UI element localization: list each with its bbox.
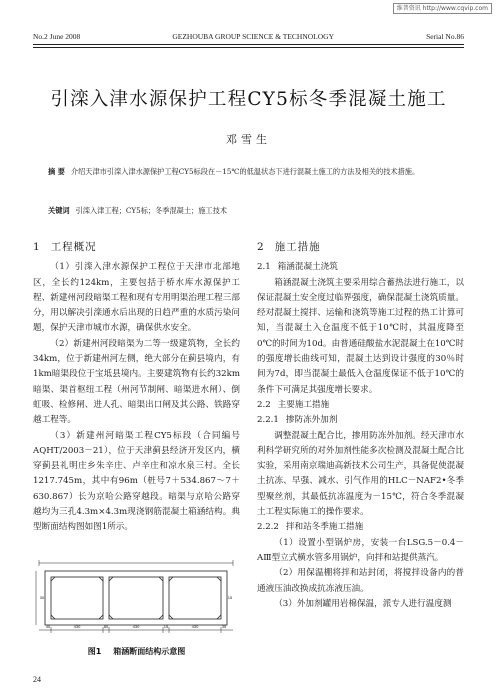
section-heading	[33, 240, 240, 255]
paragraph: （2）用保温棚将拌和站封闭，将搅拌设备内的普通液压油改换成抗冻液压油。	[257, 568, 464, 594]
dimension-label: 15	[163, 624, 169, 629]
article-author: 邓雪生	[226, 133, 271, 146]
figure-caption	[33, 646, 240, 657]
keywords-text: 引滦入津工程；CY5标；冬季混凝土；施工技术	[75, 206, 227, 215]
subsection-title: 箱涵混凝土浇筑	[277, 262, 338, 273]
subsection-heading	[257, 520, 464, 535]
header-rule-thin	[33, 47, 464, 48]
right-column	[257, 240, 464, 612]
subsection-number: 2.2.2	[257, 522, 279, 533]
article-title: 引滦入津水源保护工程CY5标冬季混凝土施工	[50, 89, 447, 110]
figure-number: 图1	[87, 647, 102, 656]
serial-label: Serial No.86	[426, 32, 464, 41]
paragraph: （3）外加剂罐用岩棉保温，派专人进行温度测	[274, 598, 452, 609]
dimension-label: 40	[45, 624, 51, 629]
subsection-number: 2.2.1	[257, 415, 279, 426]
dimension-label: 430	[191, 624, 199, 629]
section-number: 2	[257, 241, 265, 253]
subsection-title: 掺防冻外加剂	[285, 415, 338, 426]
section-heading	[257, 240, 464, 255]
section-title: 施工措施	[274, 241, 321, 253]
paragraph: （2）新建州河段暗渠为二等一级建筑物，全长约34km，位于新建州河左侧，绝大部分在蓟县境内，有1km暗渠段位于宝坻县境内。主要建筑物有长约32km暗渠、渠首枢纽工程（州河节制闸、暗渠进水闸）、倒虹吸、检修闸、进人孔、暗渠出口闸及其公路、铁路穿越工程等。	[33, 338, 240, 426]
box-culvert-figure	[33, 557, 240, 635]
subsection-heading	[257, 260, 464, 275]
left-column	[33, 240, 240, 536]
dimension-label: 15	[227, 595, 233, 600]
running-header	[33, 32, 464, 41]
watermark: 维普资讯 http://www.cqvip.com	[393, 3, 492, 14]
subsection-heading	[257, 413, 464, 428]
section-title: 工程概况	[50, 241, 97, 253]
subsection-title: 主要施工措施	[277, 399, 330, 410]
dimension-label: 30	[39, 595, 45, 600]
paragraph: （1）引滦入津水源保护工程位于天津市北部地区，全长约124km，主要包括于桥水库水源保护工程、新建州河段暗渠工程和现有专用明渠治理工程三部分，用以解决引滦通水后出现的日趋严重的水质污染问题，保护天津市城市水源，确保供水安全。	[33, 262, 240, 334]
figure-caption-text: 箱涵断面结构示意图	[113, 647, 186, 656]
dimension-label: 35	[221, 624, 227, 629]
subsection-number: 2.1	[257, 262, 271, 273]
subsection-title: 拌和站冬季施工措施	[285, 522, 364, 533]
keywords-label: 关键词	[48, 206, 70, 215]
box-culvert-drawing	[33, 557, 240, 635]
subsection-number: 2.2	[257, 399, 271, 410]
dimension-label: 80	[103, 624, 109, 629]
header-rule	[33, 44, 464, 45]
abstract-text: 介绍天津市引滦入津水源保护工程CY5标段在－15℃的低温状态下进行混凝土施工的方法及相关的技术措施。	[70, 167, 420, 176]
subsection-heading	[257, 398, 464, 413]
journal-name: GEZHOUBA GROUP SCIENCE & TECHNOLOGY	[172, 32, 335, 41]
keywords	[48, 206, 448, 216]
paragraph: 箱涵混凝土浇筑主要采用综合蓄热法进行施工，以保证混凝土安全度过临界强度，确保混凝土浇筑质量。经对混凝土搅拌、运输和浇筑等施工过程的热工计算可知，当混凝土入仓温度不低于10℃时，其温度降至0℃的时间为10d。由普通硅酸盐水泥混凝土在10℃时的强度增长曲线可知，混凝土达到设计强度的30％时间为7d，即当混凝土最低入仓温度保证不低于10℃的条件下可满足其强度增长要求。	[257, 277, 464, 395]
paragraph: （3）新建州河暗渠工程CY5标段（合同编号AQHT/2003－21），位于天津蓟县经济开发区内，横穿蓟县礼明庄乡朱辛庄、卢辛庄和凉水泉三村。全长1217.745m，其中有96m（桩号7＋534.867～7＋630.867）长为京哈公路穿越段。暗渠与京哈公路穿越均为三孔4.3m×4.3m现浇钢筋混凝土箱涵结构。典型断面结构图如图1所示。	[33, 430, 240, 533]
abstract-label: 摘 要	[48, 167, 65, 176]
paragraph: 调整混凝土配合比，掺用防冻外加剂。经天津市水利科学研究所的对外加剂性能多次检测及混凝土配合比实验，采用南京瑞迪高新技术公司生产，具备促使混凝土抗冻、早强、减水、引气作用的HLC－NAF2•冬季型聚丝剂，其最低抗冻温度为－15℃，符合冬季混凝土工程实际施工的操作要求。	[257, 430, 464, 518]
section-number: 1	[33, 241, 41, 253]
issue-label: No.2 June 2008	[33, 32, 81, 41]
paragraph: （1）设置小型锅炉房，安装一台LSG.5－0.4－AⅢ型立式横水管多用锅炉，向拌和站提供蒸汽。	[257, 537, 464, 563]
dimension-label: 430	[132, 624, 140, 629]
dimension-label: 430	[73, 624, 81, 629]
page-number: 24	[33, 675, 41, 684]
abstract	[48, 166, 448, 178]
